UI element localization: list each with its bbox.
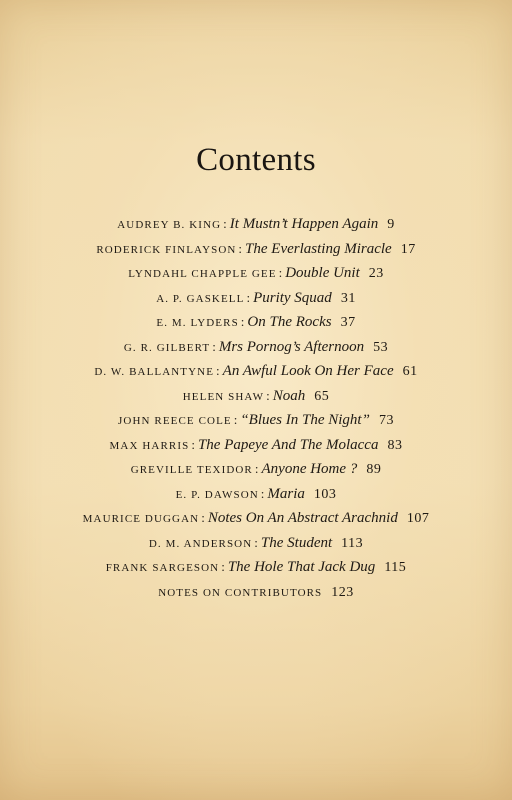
entry-separator: : [240, 314, 245, 329]
contents-list [0, 212, 512, 604]
contents-entry-notes [0, 580, 512, 605]
entry-title: An Awful Look On Her Face [222, 363, 394, 379]
entry-page-number: 83 [387, 437, 403, 453]
entry-author: JOHN REECE COLE [118, 415, 232, 427]
entry-separator: : [223, 216, 227, 231]
entry-separator: : [216, 363, 220, 378]
entry-separator: : [233, 412, 238, 427]
contents-entry [0, 433, 512, 458]
entry-title: It Mustn’t Happen Again [229, 216, 379, 232]
entry-separator: : [254, 461, 259, 476]
entry-page-number: 17 [400, 241, 416, 257]
entry-page-number: 23 [368, 266, 384, 281]
entry-author: D. W. BALLANTYNE [94, 366, 215, 378]
entry-page-number: 107 [406, 511, 430, 526]
entry-title: The Hole That Jack Dug [227, 559, 376, 575]
entry-title: “Blues In The Night” [240, 412, 370, 428]
entry-separator: : [278, 265, 283, 280]
entry-author: AUDREY B. KING [117, 219, 222, 231]
entry-separator: : [191, 436, 195, 452]
entry-title: Double Unit [285, 265, 360, 281]
entry-author: A. P. GASKELL [156, 292, 245, 305]
entry-author: GREVILLE TEXIDOR [130, 464, 253, 476]
entry-title: Maria [267, 485, 305, 502]
entry-title: The Student [260, 534, 333, 551]
entry-title: Noah [272, 387, 306, 404]
entry-author: FRANK SARGESON [105, 562, 220, 574]
contents-entry [0, 506, 512, 531]
entry-page-number: 9 [387, 217, 395, 232]
contents-entry [0, 286, 512, 311]
entry-author: LYNDAHL CHAPPLE GEE [128, 268, 277, 280]
entry-separator: : [238, 240, 243, 256]
notes-page-number: 123 [331, 584, 354, 600]
entry-separator: : [221, 559, 225, 574]
entry-author: RODERICK FINLAYSON [96, 243, 237, 256]
entry-title: Anyone Home ? [261, 461, 358, 477]
contents-entry [0, 482, 512, 507]
entry-page-number: 53 [373, 339, 389, 355]
entry-separator: : [254, 534, 258, 550]
contents-entry [0, 384, 512, 409]
entry-title: Notes On An Abstract Arachnid [207, 510, 398, 526]
entry-author: D. M. ANDERSON [148, 537, 253, 550]
entry-title: The Papeye And The Molacca [197, 436, 379, 453]
entry-separator: : [201, 510, 205, 525]
entry-title: On The Rocks [247, 314, 332, 330]
contents-entry [0, 359, 512, 384]
entry-separator: : [246, 289, 251, 305]
entry-title: The Everlasting Miracle [245, 240, 392, 257]
contents-entry [0, 555, 512, 580]
entry-separator: : [212, 338, 216, 354]
entry-author: HELEN SHAW [182, 390, 265, 403]
entry-page-number: 103 [313, 486, 337, 502]
page-title: Contents [196, 142, 316, 178]
contents-entry [0, 237, 512, 262]
entry-author: MAURICE DUGGAN [82, 513, 200, 525]
entry-author: E. M. LYDERS [156, 317, 239, 329]
entry-page-number: 61 [402, 364, 418, 379]
entry-separator: : [260, 485, 265, 501]
entry-page-number: 113 [341, 535, 364, 551]
entry-separator: : [266, 387, 270, 403]
contents-entry [0, 408, 512, 433]
notes-label: NOTES ON CONTRIBUTORS [158, 586, 323, 599]
contents-entry [0, 261, 512, 286]
entry-title: Purity Squad [253, 289, 332, 306]
contents-entry [0, 335, 512, 360]
entry-page-number: 65 [314, 388, 330, 404]
entry-page-number: 37 [340, 315, 356, 330]
entry-title: Mrs Pornog’s Afternoon [218, 338, 365, 355]
entry-author: G. R. GILBERT [123, 341, 211, 354]
contents-entry [0, 212, 512, 237]
entry-page-number: 73 [378, 413, 394, 428]
contents-entry [0, 457, 512, 482]
contents-entry [0, 531, 512, 556]
entry-page-number: 115 [384, 560, 407, 575]
entry-page-number: 31 [340, 290, 356, 306]
entry-author: MAX HARRIS [109, 439, 190, 452]
contents-entry [0, 310, 512, 335]
entry-author: E. P. DAWSON [175, 488, 259, 501]
entry-page-number: 89 [366, 462, 382, 477]
